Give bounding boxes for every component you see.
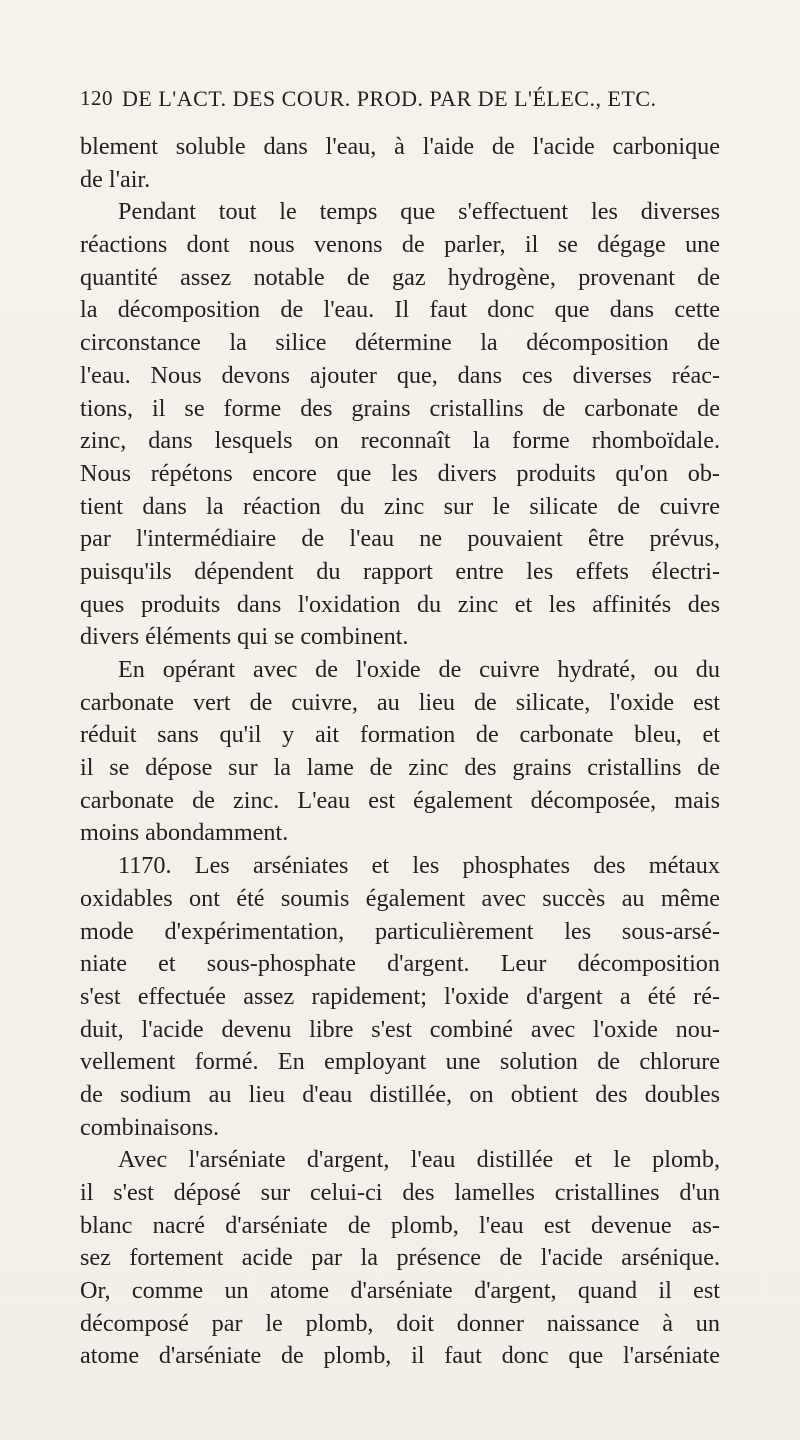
- text-line: duit, l'acide devenu libre s'est combiné avec l'oxide nou-: [80, 1015, 720, 1043]
- text-line: réduit sans qu'il y ait formation de carbonate bleu, et: [80, 721, 720, 749]
- text-line: il se dépose sur la lame de zinc des grains cristallins de: [80, 754, 720, 782]
- text-line: Pendant tout le temps que s'effectuent les diverses: [118, 198, 720, 226]
- text-line: Nous répétons encore que les divers produits qu'on ob-: [80, 459, 720, 487]
- text-line: divers éléments qui se combinent.: [80, 623, 409, 651]
- text-line: 1170. Les arséniates et les phosphates des métaux: [118, 852, 720, 880]
- text-line: oxidables ont été soumis également avec succès au même: [80, 884, 720, 912]
- text-line: de l'air.: [80, 165, 151, 193]
- text-line: atome d'arséniate de plomb, il faut donc que l'arséniate: [80, 1342, 720, 1370]
- running-title: DE L'ACT. DES COUR. PROD. PAR DE L'ÉLEC., ETC.: [122, 86, 657, 111]
- body-text: [80, 131, 720, 1373]
- text-line: il s'est déposé sur celui-ci des lamelles cristallines d'un: [80, 1179, 720, 1206]
- text-line: Or, comme un atome d'arséniate d'argent, quand il est: [80, 1277, 720, 1305]
- page-header: [80, 80, 720, 120]
- text-line: puisqu'ils dépendent du rapport entre les effets électri-: [80, 557, 720, 585]
- text-line: moins abondamment.: [80, 819, 289, 847]
- text-line: vellement formé. En employant une solution de chlorure: [80, 1048, 720, 1076]
- text-line: quantité assez notable de gaz hydrogène, provenant de: [80, 263, 720, 291]
- text-line: En opérant avec de l'oxide de cuivre hydraté, ou du: [118, 656, 720, 683]
- text-line: Avec l'arséniate d'argent, l'eau distillée et le plomb,: [118, 1146, 720, 1174]
- text-line: blement soluble dans l'eau, à l'aide de l'acide carbonique: [80, 133, 720, 160]
- text-line: de sodium au lieu d'eau distillée, on obtient des doubles: [80, 1080, 720, 1108]
- text-line: ques produits dans l'oxidation du zinc et les affinités des: [80, 590, 720, 618]
- text-line: mode d'expérimentation, particulièrement les sous-arsé-: [80, 917, 720, 945]
- text-line: carbonate vert de cuivre, au lieu de silicate, l'oxide est: [80, 688, 720, 716]
- text-line: par l'intermédiaire de l'eau ne pouvaient être prévus,: [80, 525, 720, 553]
- text-line: l'eau. Nous devons ajouter que, dans ces diverses réac-: [80, 361, 720, 389]
- text-line: blanc nacré d'arséniate de plomb, l'eau est devenue as-: [80, 1211, 720, 1239]
- text-line: zinc, dans lesquels on reconnaît la forme rhomboïdale.: [80, 427, 720, 455]
- text-line: s'est effectuée assez rapidement; l'oxide d'argent a été ré-: [80, 982, 720, 1010]
- text-line: la décomposition de l'eau. Il faut donc que dans cette: [80, 296, 720, 324]
- text-line: niate et sous-phosphate d'argent. Leur décomposition: [80, 950, 720, 978]
- text-line: tient dans la réaction du zinc sur le silicate de cuivre: [80, 492, 720, 520]
- text-line: tions, il se forme des grains cristallins de carbonate de: [80, 394, 720, 422]
- text-line: circonstance la silice détermine la décomposition de: [80, 329, 720, 357]
- text-line: combinaisons.: [80, 1113, 220, 1141]
- text-line: carbonate de zinc. L'eau est également décomposée, mais: [80, 786, 720, 814]
- text-line: décomposé par le plomb, doit donner naissance à un: [80, 1309, 720, 1337]
- text-line: réactions dont nous venons de parler, il se dégage une: [80, 231, 720, 259]
- text-line: sez fortement acide par la présence de l'acide arsénique.: [80, 1244, 720, 1272]
- page-number: 120: [80, 86, 113, 110]
